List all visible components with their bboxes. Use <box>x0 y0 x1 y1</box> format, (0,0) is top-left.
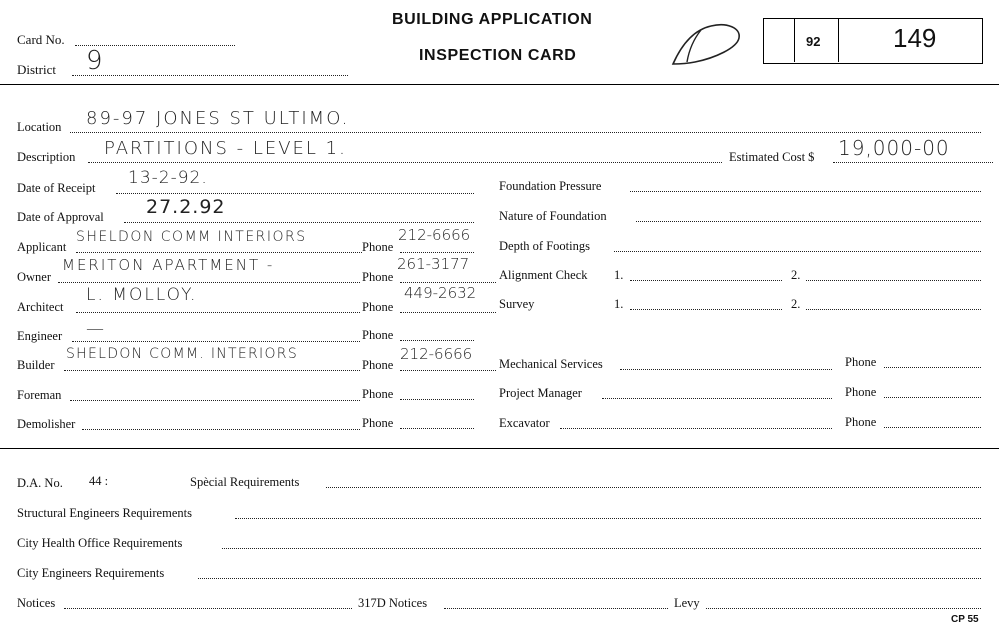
owner-field[interactable] <box>58 282 360 283</box>
description-label: Description <box>17 150 76 164</box>
box-code: 92 <box>806 34 821 49</box>
demolisher-phone-label: Phone <box>362 416 394 430</box>
applicant-label: Applicant <box>17 240 67 254</box>
builder-label: Builder <box>17 358 55 372</box>
project-manager-phone-field[interactable] <box>884 397 981 398</box>
owner-phone-label: Phone <box>362 270 394 284</box>
excavator-phone-label: Phone <box>845 415 877 429</box>
excavator-phone-field[interactable] <box>884 427 981 428</box>
excavator-field[interactable] <box>560 428 832 429</box>
applicant-phone-value: 212-6666 <box>398 226 471 244</box>
architect-phone-label: Phone <box>362 300 394 314</box>
district-field[interactable] <box>72 75 348 76</box>
box-divider <box>794 18 795 62</box>
mechanical-services-label: Mechanical Services <box>499 357 603 371</box>
foreman-label: Foreman <box>17 388 62 402</box>
foreman-field[interactable] <box>70 400 360 401</box>
alignment-check-1-label: 1. <box>614 268 624 282</box>
alignment-check-2-label: 2. <box>791 268 801 282</box>
engineer-phone-field[interactable] <box>400 340 474 341</box>
handwritten-mark-icon <box>663 18 747 70</box>
health-requirements-label: City Health Office Requirements <box>17 536 183 550</box>
builder-field[interactable] <box>64 370 360 371</box>
architect-field[interactable] <box>76 312 360 313</box>
levy-label: Levy <box>674 596 700 610</box>
project-manager-phone-label: Phone <box>845 385 877 399</box>
notices-317d-field[interactable] <box>444 608 668 609</box>
date-receipt-value: 13-2-92. <box>128 168 208 188</box>
foreman-phone-field[interactable] <box>400 399 474 400</box>
box-divider <box>838 18 839 62</box>
project-manager-field[interactable] <box>602 398 832 399</box>
description-field[interactable] <box>88 162 722 163</box>
form-title-line2: INSPECTION CARD <box>419 47 577 64</box>
levy-field[interactable] <box>706 608 981 609</box>
card-number-box <box>763 18 983 64</box>
location-value: 89-97 JONES ST ULTIMO. <box>86 108 350 129</box>
survey-2-field[interactable] <box>806 309 981 310</box>
architect-value: L. MOLLOY. <box>86 285 198 305</box>
alignment-check-1-field[interactable] <box>630 280 782 281</box>
engineers-requirements-field[interactable] <box>198 578 981 579</box>
depth-footings-label: Depth of Footings <box>499 239 590 253</box>
foreman-phone-label: Phone <box>362 387 394 401</box>
demolisher-label: Demolisher <box>17 417 76 431</box>
architect-phone-value: 449-2632 <box>404 284 477 302</box>
architect-phone-field[interactable] <box>400 312 496 313</box>
health-requirements-field[interactable] <box>222 548 981 549</box>
alignment-check-label: Alignment Check <box>499 268 588 282</box>
date-approval-label: Date of Approval <box>17 210 104 224</box>
header-divider <box>0 84 999 85</box>
applicant-field[interactable] <box>76 252 362 253</box>
da-no-label: D.A. No. <box>17 476 63 490</box>
estimated-cost-field[interactable] <box>833 162 993 163</box>
location-field[interactable] <box>70 132 981 133</box>
foundation-pressure-label: Foundation Pressure <box>499 179 602 193</box>
date-approval-field[interactable] <box>124 222 474 223</box>
builder-phone-label: Phone <box>362 358 394 372</box>
description-value: PARTITIONS - LEVEL 1. <box>104 138 347 159</box>
notices-317d-label: 317D Notices <box>358 596 428 610</box>
survey-1-label: 1. <box>614 297 624 311</box>
engineer-phone-label: Phone <box>362 328 394 342</box>
excavator-label: Excavator <box>499 416 550 430</box>
structural-requirements-label: Structural Engineers Requirements <box>17 506 192 520</box>
location-label: Location <box>17 120 62 134</box>
district-value: 9 <box>86 46 104 76</box>
notices-field[interactable] <box>64 608 352 609</box>
survey-1-field[interactable] <box>630 309 782 310</box>
applicant-phone-field[interactable] <box>400 252 474 253</box>
demolisher-field[interactable] <box>82 429 360 430</box>
estimated-cost-label: Estimated Cost $ <box>729 150 815 164</box>
survey-label: Survey <box>499 297 535 311</box>
form-title-line1: BUILDING APPLICATION <box>392 11 593 28</box>
owner-label: Owner <box>17 270 52 284</box>
survey-2-label: 2. <box>791 297 801 311</box>
engineers-requirements-label: City Engineers Requirements <box>17 566 165 580</box>
form-code: CP 55 <box>951 614 979 625</box>
owner-phone-value: 261-3177 <box>397 255 470 273</box>
applicant-phone-label: Phone <box>362 240 394 254</box>
nature-foundation-label: Nature of Foundation <box>499 209 607 223</box>
structural-requirements-field[interactable] <box>235 518 981 519</box>
owner-phone-field[interactable] <box>400 282 496 283</box>
project-manager-label: Project Manager <box>499 386 582 400</box>
foundation-pressure-field[interactable] <box>630 191 981 192</box>
engineer-label: Engineer <box>17 329 63 343</box>
mechanical-services-field[interactable] <box>620 369 832 370</box>
engineer-value: — <box>86 318 105 339</box>
builder-value: SHELDON COMM. INTERIORS <box>66 346 299 362</box>
section-divider <box>0 448 999 449</box>
applicant-value: SHELDON COMM INTERIORS <box>76 229 307 245</box>
card-no-label: Card No. <box>17 32 65 47</box>
owner-value: MERITON APARTMENT - <box>62 256 275 274</box>
date-receipt-label: Date of Receipt <box>17 181 96 195</box>
box-number: 149 <box>893 23 937 53</box>
district-label: District <box>17 62 56 77</box>
demolisher-phone-field[interactable] <box>400 428 474 429</box>
builder-phone-field[interactable] <box>400 370 496 371</box>
mechanical-services-phone-field[interactable] <box>884 367 981 368</box>
builder-phone-value: 212-6666 <box>400 345 473 363</box>
special-requirements-label: Spècial Requirements <box>190 475 300 489</box>
date-receipt-field[interactable] <box>116 193 474 194</box>
engineer-field[interactable] <box>72 341 360 342</box>
architect-label: Architect <box>17 300 64 314</box>
da-no-value: 44 : <box>89 474 109 488</box>
estimated-cost-value: 19,000-00 <box>838 136 950 160</box>
alignment-check-2-field[interactable] <box>806 280 981 281</box>
depth-footings-field[interactable] <box>614 251 981 252</box>
special-requirements-field[interactable] <box>326 487 981 488</box>
notices-label: Notices <box>17 596 56 610</box>
date-approval-value: 27.2.92 <box>146 196 226 218</box>
nature-foundation-field[interactable] <box>636 221 981 222</box>
mechanical-services-phone-label: Phone <box>845 355 877 369</box>
